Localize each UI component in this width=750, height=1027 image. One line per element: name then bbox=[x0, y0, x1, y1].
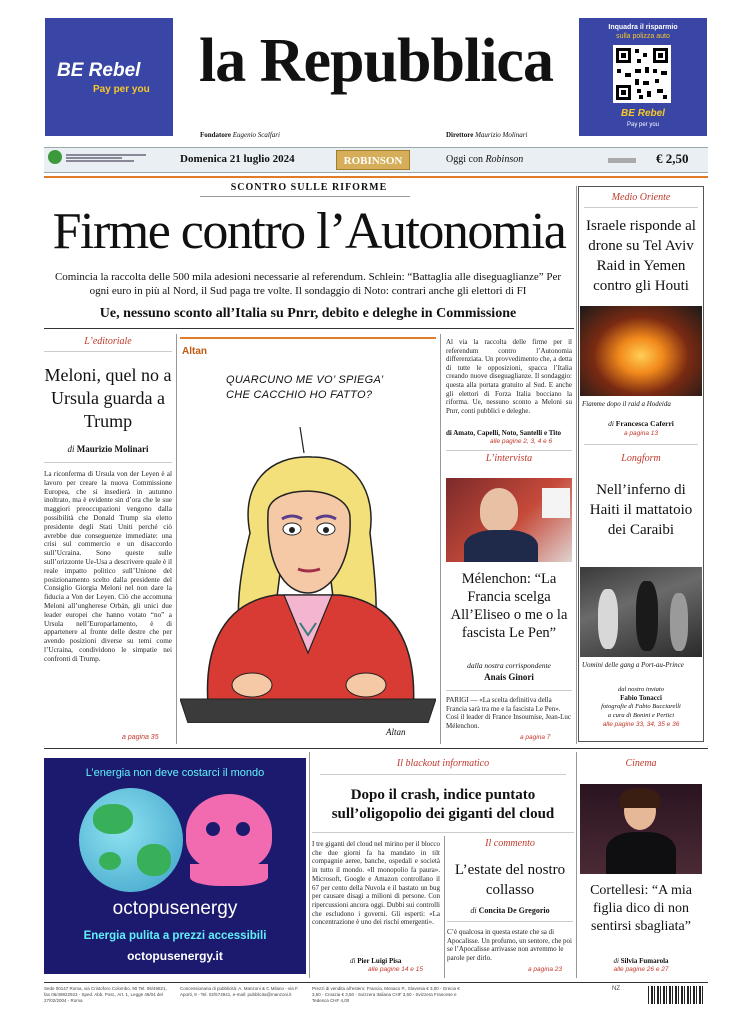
photo-body bbox=[464, 530, 538, 562]
melenchon-photo[interactable] bbox=[446, 478, 572, 562]
interview-body: PARIGI — «La scelta definitiva della Francia sarà tra me e la fascista Le Pen». Così il leader di France Insoumise, Jean-Luc Mélenchon. bbox=[446, 696, 571, 730]
footer-col3: Prezzi di vendita all’estero: Francia, Monaco P., Slovenia € 3,00 - Grecia € 3,50 - Croazia € 3,50 - Svizzera Italiana CHF 3,50 - Svizzera Francese e Tedesca CHF 4,00 bbox=[312, 986, 460, 1003]
blackout-byline bbox=[350, 957, 440, 965]
masthead-title: la Repubblica bbox=[199, 27, 553, 95]
haiti-figure-1 bbox=[598, 589, 618, 649]
editorial-byline-prefix: di bbox=[67, 444, 75, 454]
comment-byline-prefix: di bbox=[470, 906, 477, 915]
middle-east-byline bbox=[580, 419, 702, 428]
footer-barcode bbox=[648, 986, 704, 1004]
middle-east-author: Francesca Caferri bbox=[615, 419, 674, 428]
longform-author: Fabio Tonacci bbox=[620, 694, 662, 702]
longform-top-rule bbox=[584, 444, 698, 445]
comment-pages[interactable]: a pagina 23 bbox=[528, 966, 562, 973]
ad-left[interactable] bbox=[45, 18, 173, 136]
price: € 2,50 bbox=[656, 151, 689, 166]
ad-right-tagline: Pay per you bbox=[626, 122, 660, 128]
interview-pages[interactable]: a pagina 7 bbox=[520, 734, 551, 741]
cinema-author: Silvia Fumarola bbox=[620, 957, 669, 965]
comment-body: C’è qualcosa in questa estate che sa di Apocalisse. Un profumo, un sentore, che poi se l’Apocalisse arrivasse non avremmo le parole per dirlo. bbox=[447, 928, 572, 963]
longform-caption: Uomini delle gang a Port-au-Prince bbox=[582, 661, 684, 669]
editorial-byline-rule bbox=[44, 462, 172, 463]
footer-col1: Sede 00147 Roma, via Cristoforo Colombo, 90 Tel. 06/49821, fax 06/49822923 - Sped. Abb. Post., Art. 1, Legge 46/04 del 27/02/2004 - Roma bbox=[44, 986, 167, 1003]
top-rule bbox=[44, 176, 708, 178]
longform-sent-by: dal nostro inviato bbox=[618, 686, 664, 693]
interview-credit: dalla nostra corrispondente bbox=[467, 661, 551, 670]
cinema-byline-prefix: di bbox=[613, 957, 619, 965]
comment-author: Concita De Gregorio bbox=[478, 906, 550, 915]
globe-land-1 bbox=[93, 804, 133, 834]
cartoon-drawing bbox=[180, 423, 436, 723]
col-divider-5 bbox=[444, 836, 445, 978]
interview-headline[interactable]: Mélenchon: “La Francia scelga All’Eliseo o me o la fascista Le Pen” bbox=[450, 571, 568, 641]
haiti-figure-2 bbox=[636, 581, 658, 651]
ad-right[interactable] bbox=[579, 18, 707, 136]
longform-pages[interactable]: alle pagine 33, 34, 35 e 36 bbox=[602, 721, 680, 728]
cortellesi-dress bbox=[606, 832, 676, 874]
longform-label: Longform bbox=[621, 453, 661, 464]
blackout-label: Il blackout informatico bbox=[396, 758, 490, 769]
col-divider-4 bbox=[309, 752, 310, 978]
interview-author: Anais Ginori bbox=[484, 672, 534, 682]
editorial-label: L’editoriale bbox=[84, 336, 132, 347]
qr-code-icon[interactable] bbox=[613, 45, 671, 103]
editorial-label-rule bbox=[44, 351, 172, 352]
middle-east-caption: Fiamme dopo il raid a Hodeida bbox=[582, 400, 671, 408]
cinema-pages[interactable]: alle pagine 26 e 27 bbox=[613, 966, 669, 973]
cinema-headline[interactable]: Cortellesi: “A mia figlia dico di non sentirsi sbagliata” bbox=[590, 883, 692, 934]
col-divider-6 bbox=[576, 752, 577, 978]
today-with-label: Oggi con bbox=[446, 154, 483, 165]
octopus-tentacles bbox=[190, 864, 268, 886]
col-divider-2 bbox=[440, 334, 441, 744]
editorial-body: La riconferma di Ursula von der Leyen è al lavoro per creare la nuova Commissione Europea, che si insedierà in autunno inoltrato, ma è evidente sin d’ora che le sue maggiori preoccupazioni vengono dalla possibilità che Donald Trump sia eletto presidente degli Stati Uniti perché ciò avrebbe due conseguenze immediate: una crisi sul commercio e un disaccordo sull’Ucraina. Sono queste sulle sull’orizzonte Ue-Usa a descrivere quale è il reale impatto politico sull’Unione del posizionamento scelto dalla presidente del Consiglio Giorgia Meloni nel non dare la fiducia a Von der Leyen. Ciò che accomuna Meloni all’ungherese Orbán, gli unici due leader europei che hanno votato “no” a Ursula nell’Europarlamento, è di appartenere al fronte delle destre che per avendo posizioni diverse su temi come l’Ucraina, condividono le simpatie nei confronti di Trump. bbox=[44, 470, 172, 663]
footer-rule bbox=[44, 982, 708, 983]
cinema-byline bbox=[578, 957, 704, 965]
editorial-author: Maurizio Molinari bbox=[76, 444, 149, 454]
octopus-ad[interactable] bbox=[44, 758, 306, 974]
recycle-icon bbox=[48, 150, 62, 164]
founder-name: Eugenio Scalfari bbox=[232, 131, 280, 139]
cartoon-artist: Altan bbox=[182, 346, 207, 357]
lead-body: Al via la raccolta delle firme per il referendum contro l’Autonomia differenziata. Un provvedimento che, a detta di tutte le opposizioni, spacca l’Italia creando nuove diseguaglianze. Il sondaggio: questa alla portata gratuito al Sud. E anche gli elettori di Forza Italia bocciano la riforma. Ue, nessuno sconto a Meloni su Pnrr, conti pubblici e deleghe. bbox=[446, 338, 572, 415]
ad-left-brand: BE Rebel bbox=[57, 60, 141, 81]
comment-headline[interactable]: L’estate del nostro collasso bbox=[454, 862, 566, 898]
blackout-byline-prefix: di bbox=[350, 957, 356, 965]
photo-figure bbox=[480, 488, 518, 532]
blackout-body: I tre giganti del cloud nel mirino per il blocco che due giorni fa ha mandato in tilt compagnie aeree, banche, ospedali e società in tutto il mondo. «Il monopolio fa paura». Microsoft, Google e Amazon controllano il 67 per cento della Nuvola e il bastato un bug per causare disagi a milioni di persone. Con ripercussioni ancora oggi. Dubbi sui controlli che escludono i governi. Gli esperti: «La concentrazione è uno dei rischi emergenti». bbox=[312, 840, 440, 927]
interview-label: L’intervista bbox=[485, 453, 533, 464]
octopus-url[interactable]: octopusenergy.it bbox=[127, 949, 223, 963]
director-line bbox=[446, 131, 527, 140]
lead-pages[interactable]: alle pagine 2, 3, 4 e 6 bbox=[490, 438, 553, 445]
hodeida-fire-photo[interactable] bbox=[580, 306, 702, 396]
footer-page-number: NZ bbox=[612, 986, 620, 992]
blackout-author: Pier Luigi Pisa bbox=[357, 957, 402, 965]
cartoon-panel bbox=[180, 337, 436, 742]
haiti-figure-3 bbox=[670, 593, 688, 651]
mid-rule bbox=[44, 748, 708, 749]
octopus-brand: octopusenergy bbox=[112, 898, 238, 919]
middle-east-label: Medio Oriente bbox=[611, 192, 671, 203]
cartoon-signature: Altan bbox=[386, 727, 406, 737]
lead-rule bbox=[44, 328, 574, 329]
cortellesi-hair bbox=[620, 788, 660, 808]
lead-byline: di Amato, Capelli, Noto, Santelli e Tito bbox=[446, 429, 562, 437]
globe-land-2 bbox=[137, 844, 171, 876]
blackout-label-rule bbox=[320, 774, 566, 775]
lead-kicker: SCONTRO SULLE RIFORME bbox=[230, 182, 388, 193]
middle-east-byline-prefix: di bbox=[608, 419, 614, 428]
barcode-small bbox=[608, 158, 636, 163]
editorial-headline[interactable]: Meloni, quel no a Ursula guarda a Trump bbox=[44, 365, 172, 431]
today-with-line bbox=[446, 154, 523, 165]
editorial-pages[interactable]: a pagina 35 bbox=[122, 734, 159, 741]
kicker-rule bbox=[200, 196, 410, 197]
founder-line bbox=[200, 131, 280, 140]
octopus-icon bbox=[186, 794, 272, 890]
interview-rule bbox=[446, 690, 572, 691]
cartoon-speech: QUARCUNO ME VO’ SPIEGA’ CHE CACCHIO HO FATTO? bbox=[226, 374, 383, 401]
middle-east-headline[interactable]: Israele risponde al drone su Tel Aviv Raid in Yemen contro gli Houti bbox=[586, 218, 696, 294]
ad-right-line1: Inquadra il risparmio bbox=[608, 24, 678, 31]
photo-sign bbox=[542, 488, 570, 518]
footer-col2: Concessionaria di pubblicità: A. Manzoni & C Milano - via F. Aporti, 8 - Tel. 02/574941, e-mail: pubblicita@manzoni.it bbox=[180, 986, 299, 997]
col-divider-1 bbox=[176, 334, 177, 744]
octopus-eye-right bbox=[236, 822, 250, 836]
comment-rule bbox=[447, 921, 573, 922]
ad-left-tagline: Pay per you bbox=[93, 84, 150, 95]
comment-byline bbox=[447, 906, 573, 915]
globe-land-3 bbox=[99, 852, 121, 870]
today-with-name: Robinson bbox=[485, 154, 524, 165]
blackout-pages[interactable]: alle pagine 14 e 15 bbox=[368, 966, 423, 973]
cortellesi-photo[interactable] bbox=[580, 784, 702, 874]
blackout-headline[interactable]: Dopo il crash, indice puntato sull’oligopolio dei giganti del cloud bbox=[331, 787, 555, 822]
longform-headline[interactable]: Nell’inferno di Haiti il mattatoio dei Caraibi bbox=[589, 482, 693, 538]
ad-right-brand: BE Rebel bbox=[621, 108, 665, 119]
cinema-label: Cinema bbox=[625, 758, 657, 769]
lead-body-rule bbox=[446, 450, 572, 451]
robinson-logo[interactable]: ROBINSON bbox=[336, 150, 410, 170]
editorial-byline bbox=[44, 444, 172, 454]
globe-icon bbox=[79, 788, 183, 892]
founder-label: Fondatore bbox=[200, 131, 231, 139]
haiti-photo[interactable] bbox=[580, 567, 702, 657]
fsc-text-block bbox=[66, 153, 146, 165]
col-divider-3 bbox=[576, 186, 577, 744]
middle-east-rule bbox=[584, 207, 698, 208]
octopus-slogan: Energia pulita a prezzi accessibili bbox=[83, 930, 267, 942]
lead-subhead[interactable]: Ue, nessuno sconto all’Italia su Pnrr, debito e deleghe in Commissione bbox=[99, 306, 517, 321]
ad-right-line2: sulla polizza auto bbox=[616, 33, 670, 40]
middle-east-pages[interactable]: a pagina 13 bbox=[624, 430, 658, 437]
lead-summary: Comincia la raccolta delle 500 mila adesioni necessarie al referendum. Schlein: “Battaglia alle diseguaglianze” Per ogni euro in più al Nord, il Sud paga tre volte. Il sondaggio di Noto: contrari anche gli elettori di FI bbox=[54, 271, 562, 297]
issue-date: Domenica 21 luglio 2024 bbox=[180, 153, 295, 165]
octopus-eye-left bbox=[206, 822, 220, 836]
longform-photo-credit: fotografie di Fabio Bucciarelli bbox=[601, 703, 681, 710]
blackout-rule bbox=[312, 832, 574, 833]
longform-curated: a cura di Bonini e Pertici bbox=[607, 712, 675, 719]
comment-label: Il commento bbox=[485, 838, 535, 849]
director-name: Maurizio Molinari bbox=[475, 131, 528, 139]
lead-headline[interactable]: Firme contro l’Autonomia bbox=[52, 203, 566, 260]
director-label: Direttore bbox=[446, 131, 474, 139]
octopus-head bbox=[186, 794, 272, 870]
octopus-ad-top: L’energia non deve costarci il mondo bbox=[85, 767, 265, 779]
